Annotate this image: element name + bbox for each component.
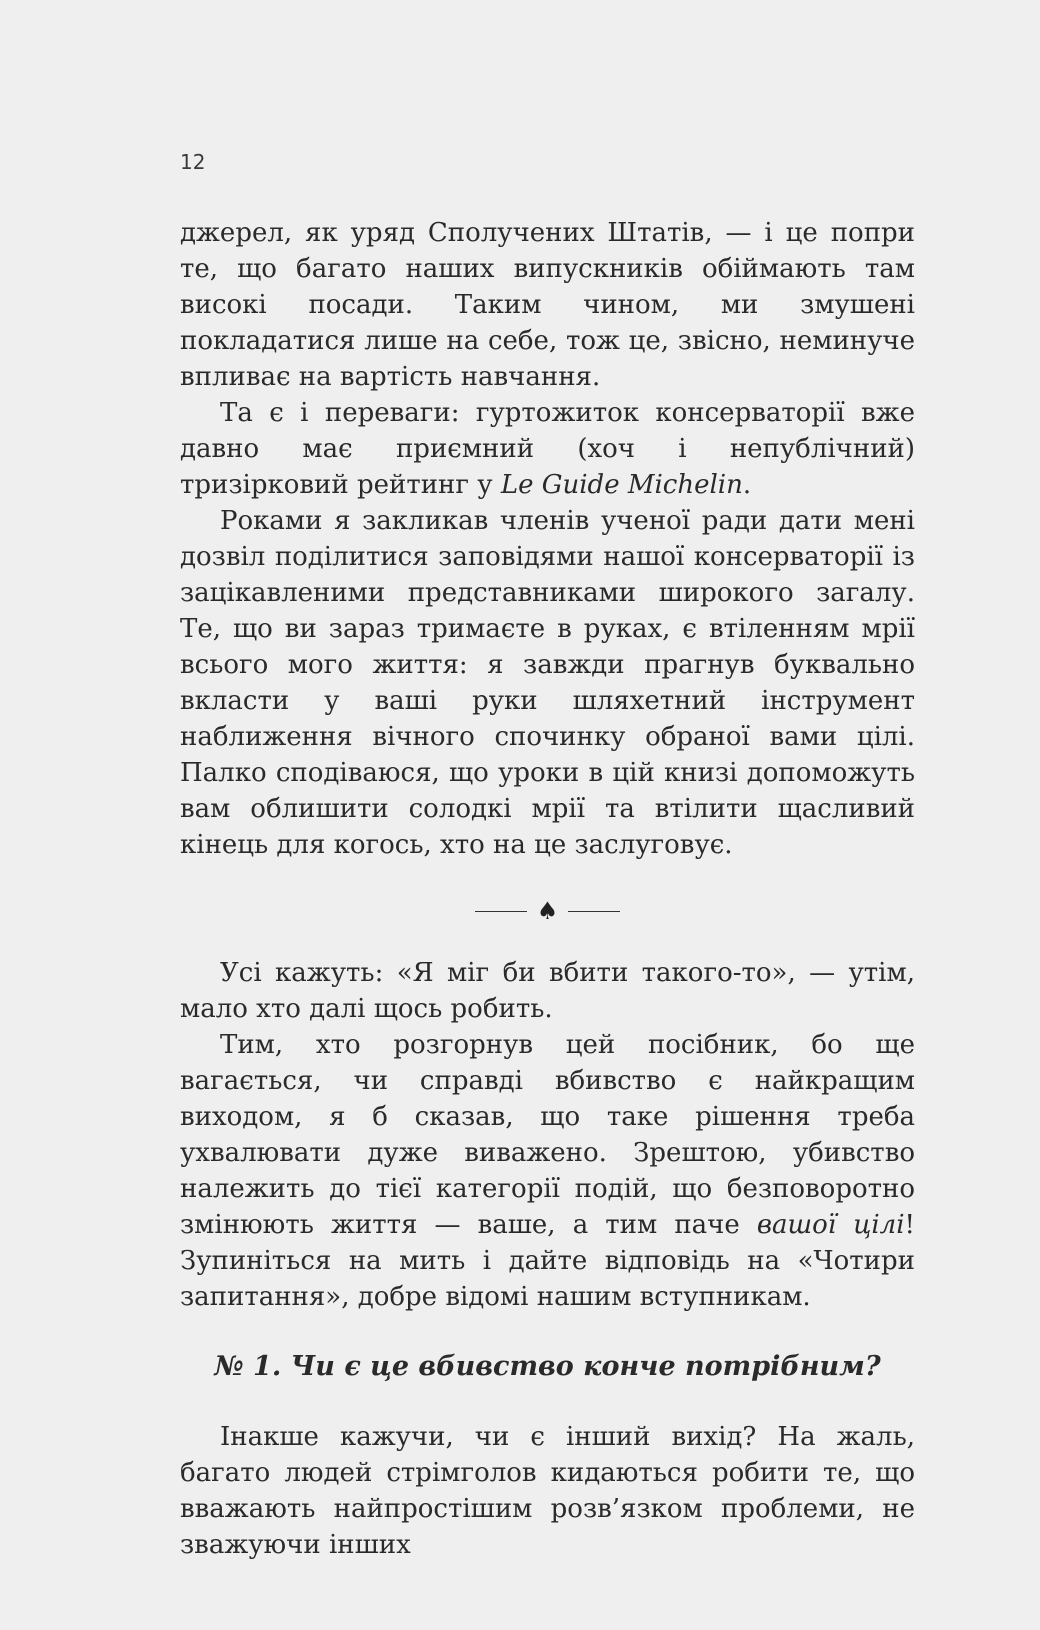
body-text bbox=[180, 215, 915, 1563]
paragraph: Усі кажуть: «Я міг би вбити такого-то», — утім, мало хто далі щось робить. bbox=[180, 958, 915, 1024]
italic-emphasis: вашої цілі bbox=[756, 1210, 905, 1240]
page-number: 12 bbox=[180, 150, 206, 174]
paragraph bbox=[180, 395, 915, 503]
paragraph: Роками я закликав членів ученої ради дати мені дозвіл поділитися заповідями нашої консерваторії із зацікавленими представниками широкого загалу. Те, що ви зараз тримаєте в руках, є втіленням мрії всього мого життя: я завжди прагнув буквально вкласти у ваші руки шляхетний інструмент наближення вічного спочинку обраної вами цілі. Палко сподіваюся, що уроки в цій книзі допоможуть вам облишити солодкі мрії та втілити щасливий кінець для когось, хто на це заслуговує. bbox=[180, 506, 915, 860]
paragraph: джерел, як уряд Сполучених Штатів, — і це попри те, що багато наших випускників обіймають там високі посади. Таким чином, ми змушені покладатися лише на себе, тож це, звісно, неминуче впливає на вартість навчання. bbox=[180, 218, 915, 392]
italic-title: Le Guide Michelin bbox=[500, 470, 743, 500]
paragraph-text: Тим, хто розгорнув цей посібник, бо ще вагається, чи справді вбивство є найкращим виходом, я б сказав, що таке рішення треба ухвалювати дуже виважено. Зрештою, убивство належить до тієї категорії подій, що безповоротно змінюють життя — ваше, а тим паче bbox=[180, 1030, 915, 1240]
paragraph: Інакше кажучи, чи є інший вихід? На жаль, багато людей стрімголов кидаються робити те, що вважають найпростішим розв’язком проблеми, не зважуючи інших bbox=[180, 1422, 915, 1560]
divider-rule-left bbox=[475, 911, 527, 912]
section-divider bbox=[180, 875, 915, 947]
paragraph-text: Та є і переваги: гуртожиток консерваторії вже давно має приємний (хоч і непублічний) тризірковий рейтинг у bbox=[180, 398, 915, 500]
paragraph bbox=[180, 1027, 915, 1315]
paragraph-text: . bbox=[742, 470, 752, 500]
section-heading: № 1. Чи є це вбивство конче потрібним? bbox=[214, 1351, 881, 1382]
paragraph-text: ! Зупиніться на мить і дайте відповідь на «Чотири запитання», добре відомі нашим вступникам. bbox=[180, 1210, 915, 1312]
spade-icon: ♠ bbox=[536, 897, 559, 925]
divider-rule-right bbox=[568, 911, 620, 912]
